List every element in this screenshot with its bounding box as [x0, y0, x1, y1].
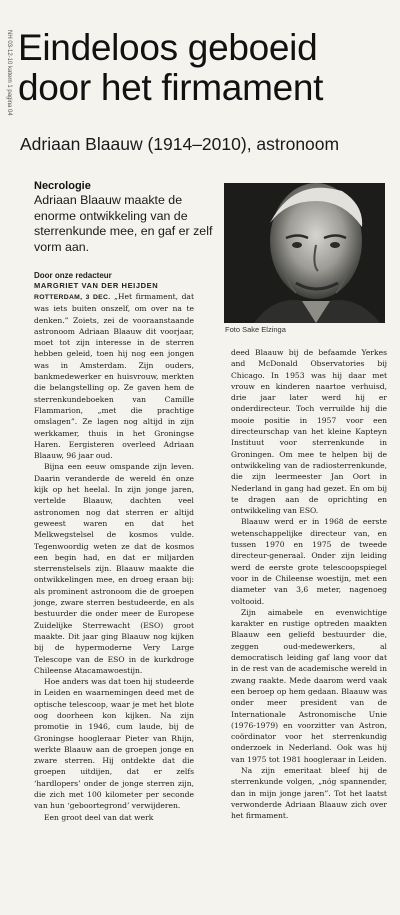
kicker: Necrologie	[34, 180, 91, 192]
margin-note	[2, 30, 12, 160]
photo-caption: Foto Sake Elzinga	[225, 325, 286, 334]
article-paragraph	[34, 291, 194, 461]
article-column-2	[231, 347, 387, 821]
article-paragraph: Hoe anders was dat toen hij studeerde in Leiden en waarnemingen deed met de optische telescoop, waar je met het blote oog doorheen kon kijken. Na zijn promotie in 1946, cum laude, bij de Groningse hoogleraar Pieter van Rhijn, werkte Blaauw aan de groepen jonge en zware sterren. Hij ontdekte dat die groepen uitdijen, dat er zelfs ‘hardlopers’ onder de jonge sterren zijn, die zich met 100 kilometer per seconde van hun ‘geboortegrond’ verwijderen.	[34, 677, 194, 811]
headline-line-1: Eindeloos geboeid	[18, 27, 318, 68]
subtitle: Adriaan Blaauw (1914–2010), astronoom	[20, 134, 340, 154]
byline-prefix: Door onze redacteur	[34, 271, 112, 280]
lead-paragraph: Adriaan Blaauw maakte de enorme ontwikkeling van de sterrenkunde mee, en gaf er zelf vorm aan.	[34, 193, 213, 254]
article-paragraph: Blaauw werd er in 1968 de eerste wetenschappelijke directeur van, en tussen 1970 en 1975 de tweede directeur-generaal. Onder zijn leiding werd de eerste grote telescoopspiegel voor in de Chileense woestijn, met een diameter van 3,6 meter, nagenoeg voltooid.	[231, 517, 387, 606]
article-paragraph: Na zijn emeritaat bleef hij de sterrenkunde volgen, „nóg spannender, dan in mijn jonge jaren”. Tot het laatst verwonderde Adriaan Blaauw zich over het firmament.	[231, 765, 387, 821]
article-column-1	[34, 291, 194, 823]
byline-name: MARGRIET VAN DER HEIJDEN	[34, 281, 159, 290]
paragraph-text: „Het firmament, dat was iets buiten onszelf, om over na te denken.” Zoiets, zei de vooraanstaande astronoom Adriaan Blaauw dit voorjaar, moet tot zijn interesse in de sterren hebben geleid, toen hij nog een jongen was in Amsterdam. Zijn ouders, bankmedewerker en huisvrouw, merkten die belangstelling op. Ze gaven hem de sterrenkundeboeken van Camille Flammarion, „met die prachtige omslagen”. Ze lagen nog altijd in zijn werkkamer, thuis in het Groningse Haren. Eergisteren overleed Adriaan Blaauw, 96 jaar oud.	[34, 292, 195, 461]
portrait-photo-icon	[224, 183, 385, 323]
portrait-photo	[224, 183, 385, 323]
headline	[18, 28, 398, 108]
article-paragraph: Een groot deel van dat werk	[44, 812, 154, 822]
margin-note-text: NH 03-12-10 katern 1 pagina 04	[6, 30, 12, 116]
article-paragraph: Zijn aimabele en evenwichtige karakter en rustige optreden maakten Blaauw een geliefd bestuurder die, zeggen oud-medewerkers, al democratisch leiding gaf lang voor dat in de rest van de academische wereld in zwang raakte. Mede daarom werd vaak een beroep op hem gedaan. Blaauw was onder meer president van de Internationale Astronomische Unie (1976-1979) en voorzitter van Astron, coördinator voor het sterrenkundig onderzoek in Nederland. Ook was hij van 1975 tot 1981 hoogleraar in Leiden.	[231, 607, 387, 764]
headline-line-2: door het firmament	[18, 67, 324, 108]
dateline: ROTTERDAM, 3 DEC.	[34, 294, 111, 301]
article-paragraph: Bijna een eeuw omspande zijn leven. Daarin veranderde de wereld én onze kijk op het heelal. In zijn jonge jaren, vertelde Blaauw, dachten veel astronomen nog dat sterren er altijd geweest waren en dat het Melkwegstelsel de kosmos vulde. Tegenwoordig weten ze dat de kosmos een begin had, en dat er miljarden sterrenstelsels zijn. Blaauw maakte die ontwikkelingen mee, en droeg eraan bij: als prominent astronoom die de groepen jonge, zware sterren bestudeerde, en als bestuurder die onder meer de Europese Zuidelijke Sterrewacht (ESO) groot maakte. Dit jaar ging Blaauw nog kijken bij de hypermoderne Very Large Telescope van de ESO in de kurkdroge Chileense Atacamawoestijn.	[34, 462, 194, 675]
article-paragraph: deed Blaauw bij de befaamde Yerkes and McDonald Observatories bij Chicago. In 1953 was hij daar met vrouw en kinderen naartoe verhuisd, drie jaar later werd hij er onderdirecteur. Toch verruilde hij die mooie positie in 1957 voor een directeurschap van het kleine Kapteyn Instituut voor sterrenkunde in Groningen. Om mee te helpen bij de ontwikkeling van de radiosterrenkunde, die zijn leermeester Jan Oort in Nederland in gang had gezet. En om bij te dragen aan de oprichting en ontwikkeling van ESO.	[231, 348, 387, 516]
